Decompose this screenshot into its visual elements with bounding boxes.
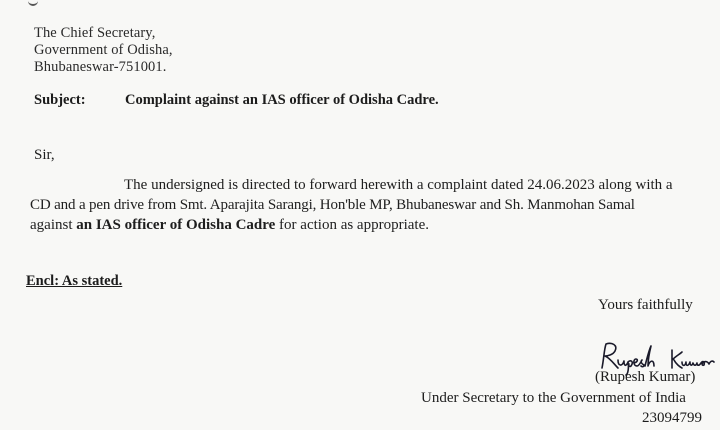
enclosure-note: Encl: As stated.: [26, 273, 123, 289]
recipient-line-2: Government of Odisha,: [34, 42, 173, 58]
recipient-line-3: Bhubaneswar-751001.: [34, 59, 167, 75]
signatory-phone: 23094799: [642, 410, 702, 426]
body-line-1: The undersigned is directed to forward herewith a complaint dated 24.06.2023 along with a: [124, 177, 673, 193]
recipient-line-1: The Chief Secretary,: [34, 25, 156, 41]
top-edge-mark: [28, 0, 38, 6]
body-line-3-prefix: against: [30, 217, 77, 233]
closing: Yours faithfully: [598, 297, 693, 313]
body-line-3-bold: an IAS officer of Odisha Cadre: [76, 217, 276, 233]
signatory-designation: Under Secretary to the Government of India: [421, 390, 686, 406]
signatory-name: (Rupesh Kumar): [595, 369, 696, 385]
body-line-3: [30, 218, 429, 233]
subject-text: Complaint against an IAS officer of Odisha Cadre.: [125, 92, 439, 108]
body-line-2: CD and a pen drive from Smt. Aparajita Sarangi, Hon'ble MP, Bhubaneswar and Sh. Manmohan Samal: [30, 197, 635, 213]
salutation: Sir,: [34, 147, 55, 163]
subject-label: Subject:: [34, 92, 86, 108]
body-line-3-suffix: for action as appropriate.: [275, 217, 429, 233]
